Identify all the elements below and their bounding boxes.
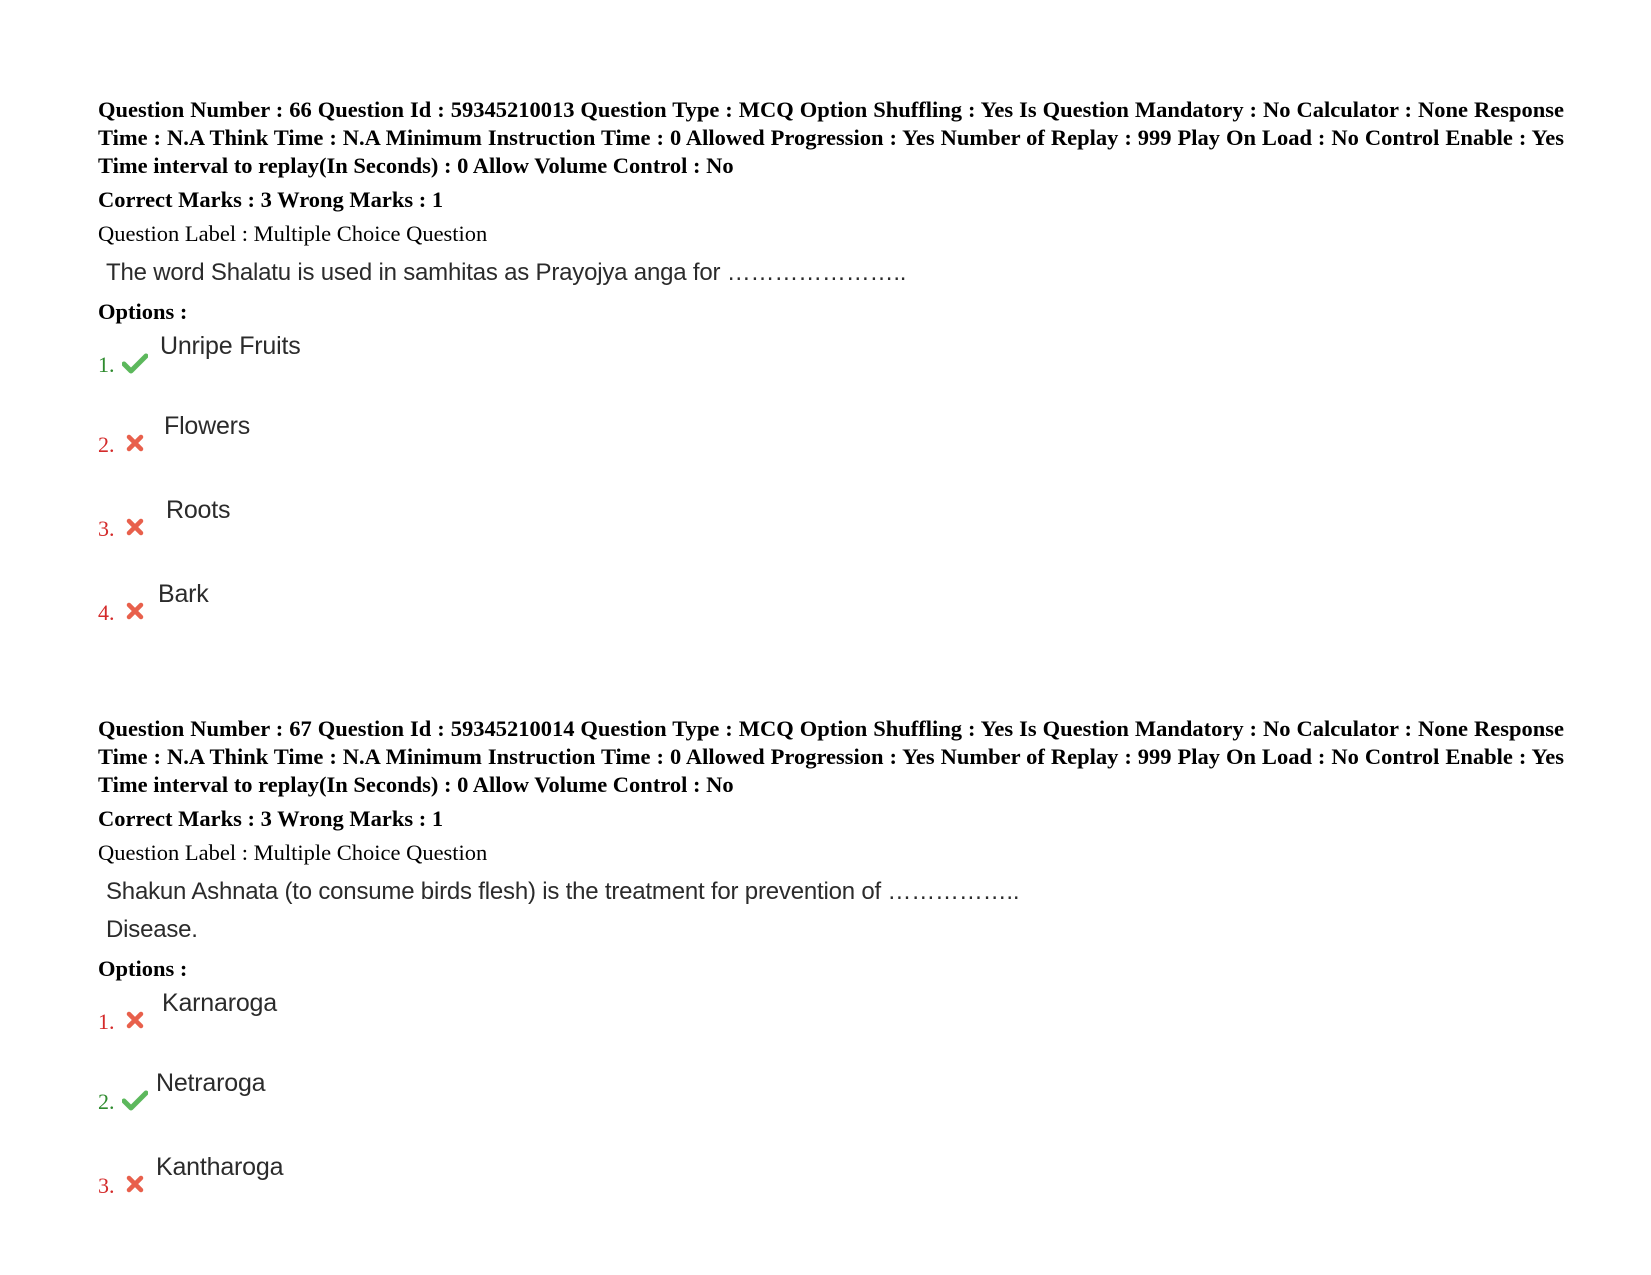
options-heading: Options :: [98, 956, 188, 981]
question-meta: Question Number : 67 Question Id : 59345210014 Question Type : MCQ Option Shuffling : Yes Is Question Mandatory : No Calculator : None Response Time : N.A Think Time : N.A Minimum Instruction Time : 0 Allowed Progression : Yes Number of Replay : 999 Play On Load : No Control Enable : Yes Time interval to replay(In Seconds) : 0 Allow Volume Control : No: [98, 716, 1564, 797]
option-text: Flowers: [164, 412, 251, 440]
check-icon: [122, 1089, 148, 1111]
option-text: Roots: [166, 496, 231, 524]
option-text: Kantharoga: [156, 1153, 284, 1181]
cross-icon: [122, 432, 148, 454]
option-text: Bark: [158, 580, 209, 608]
cross-icon: [122, 1173, 148, 1195]
option-number: 1.: [98, 352, 115, 377]
question-marks: Correct Marks : 3 Wrong Marks : 1: [98, 806, 444, 831]
question-text: [106, 873, 1564, 949]
option-number: 1.: [98, 1009, 115, 1034]
question-text: [106, 254, 1564, 292]
option-item: [98, 578, 1564, 662]
question-marks: Correct Marks : 3 Wrong Marks : 1: [98, 187, 444, 212]
option-number: 3.: [98, 1173, 115, 1198]
option-item: [98, 987, 1564, 1067]
options-list: [98, 330, 1564, 662]
question-text-line: Shakun Ashnata (to consume birds flesh) is the treatment for prevention of ……………..: [106, 878, 1020, 905]
option-item: [98, 1067, 1564, 1151]
options-list: [98, 987, 1564, 1235]
question-block-67: [98, 715, 1564, 1235]
question-text-line: The word Shalatu is used in samhitas as Prayojya anga for …………………..: [106, 259, 907, 286]
option-item: [98, 1151, 1564, 1235]
question-text-line: Disease.: [106, 916, 198, 943]
question-meta: Question Number : 66 Question Id : 59345210013 Question Type : MCQ Option Shuffling : Yes Is Question Mandatory : No Calculator : None Response Time : N.A Think Time : N.A Minimum Instruction Time : 0 Allowed Progression : Yes Number of Replay : 999 Play On Load : No Control Enable : Yes Time interval to replay(In Seconds) : 0 Allow Volume Control : No: [98, 97, 1564, 178]
option-number: 3.: [98, 516, 115, 541]
option-item: [98, 330, 1564, 410]
question-label: Question Label : Multiple Choice Question: [98, 840, 488, 865]
option-text: Karnaroga: [162, 989, 277, 1017]
option-number: 2.: [98, 432, 115, 457]
option-text: Unripe Fruits: [160, 332, 301, 360]
option-item: [98, 494, 1564, 578]
cross-icon: [122, 516, 148, 538]
options-heading: Options :: [98, 299, 188, 324]
option-number: 4.: [98, 600, 115, 625]
cross-icon: [122, 600, 148, 622]
option-item: [98, 410, 1564, 494]
option-text: Netraroga: [156, 1069, 266, 1097]
check-icon: [122, 352, 148, 374]
option-number: 2.: [98, 1089, 115, 1114]
cross-icon: [122, 1009, 148, 1031]
question-label: Question Label : Multiple Choice Question: [98, 221, 488, 246]
question-block-66: [98, 96, 1564, 662]
